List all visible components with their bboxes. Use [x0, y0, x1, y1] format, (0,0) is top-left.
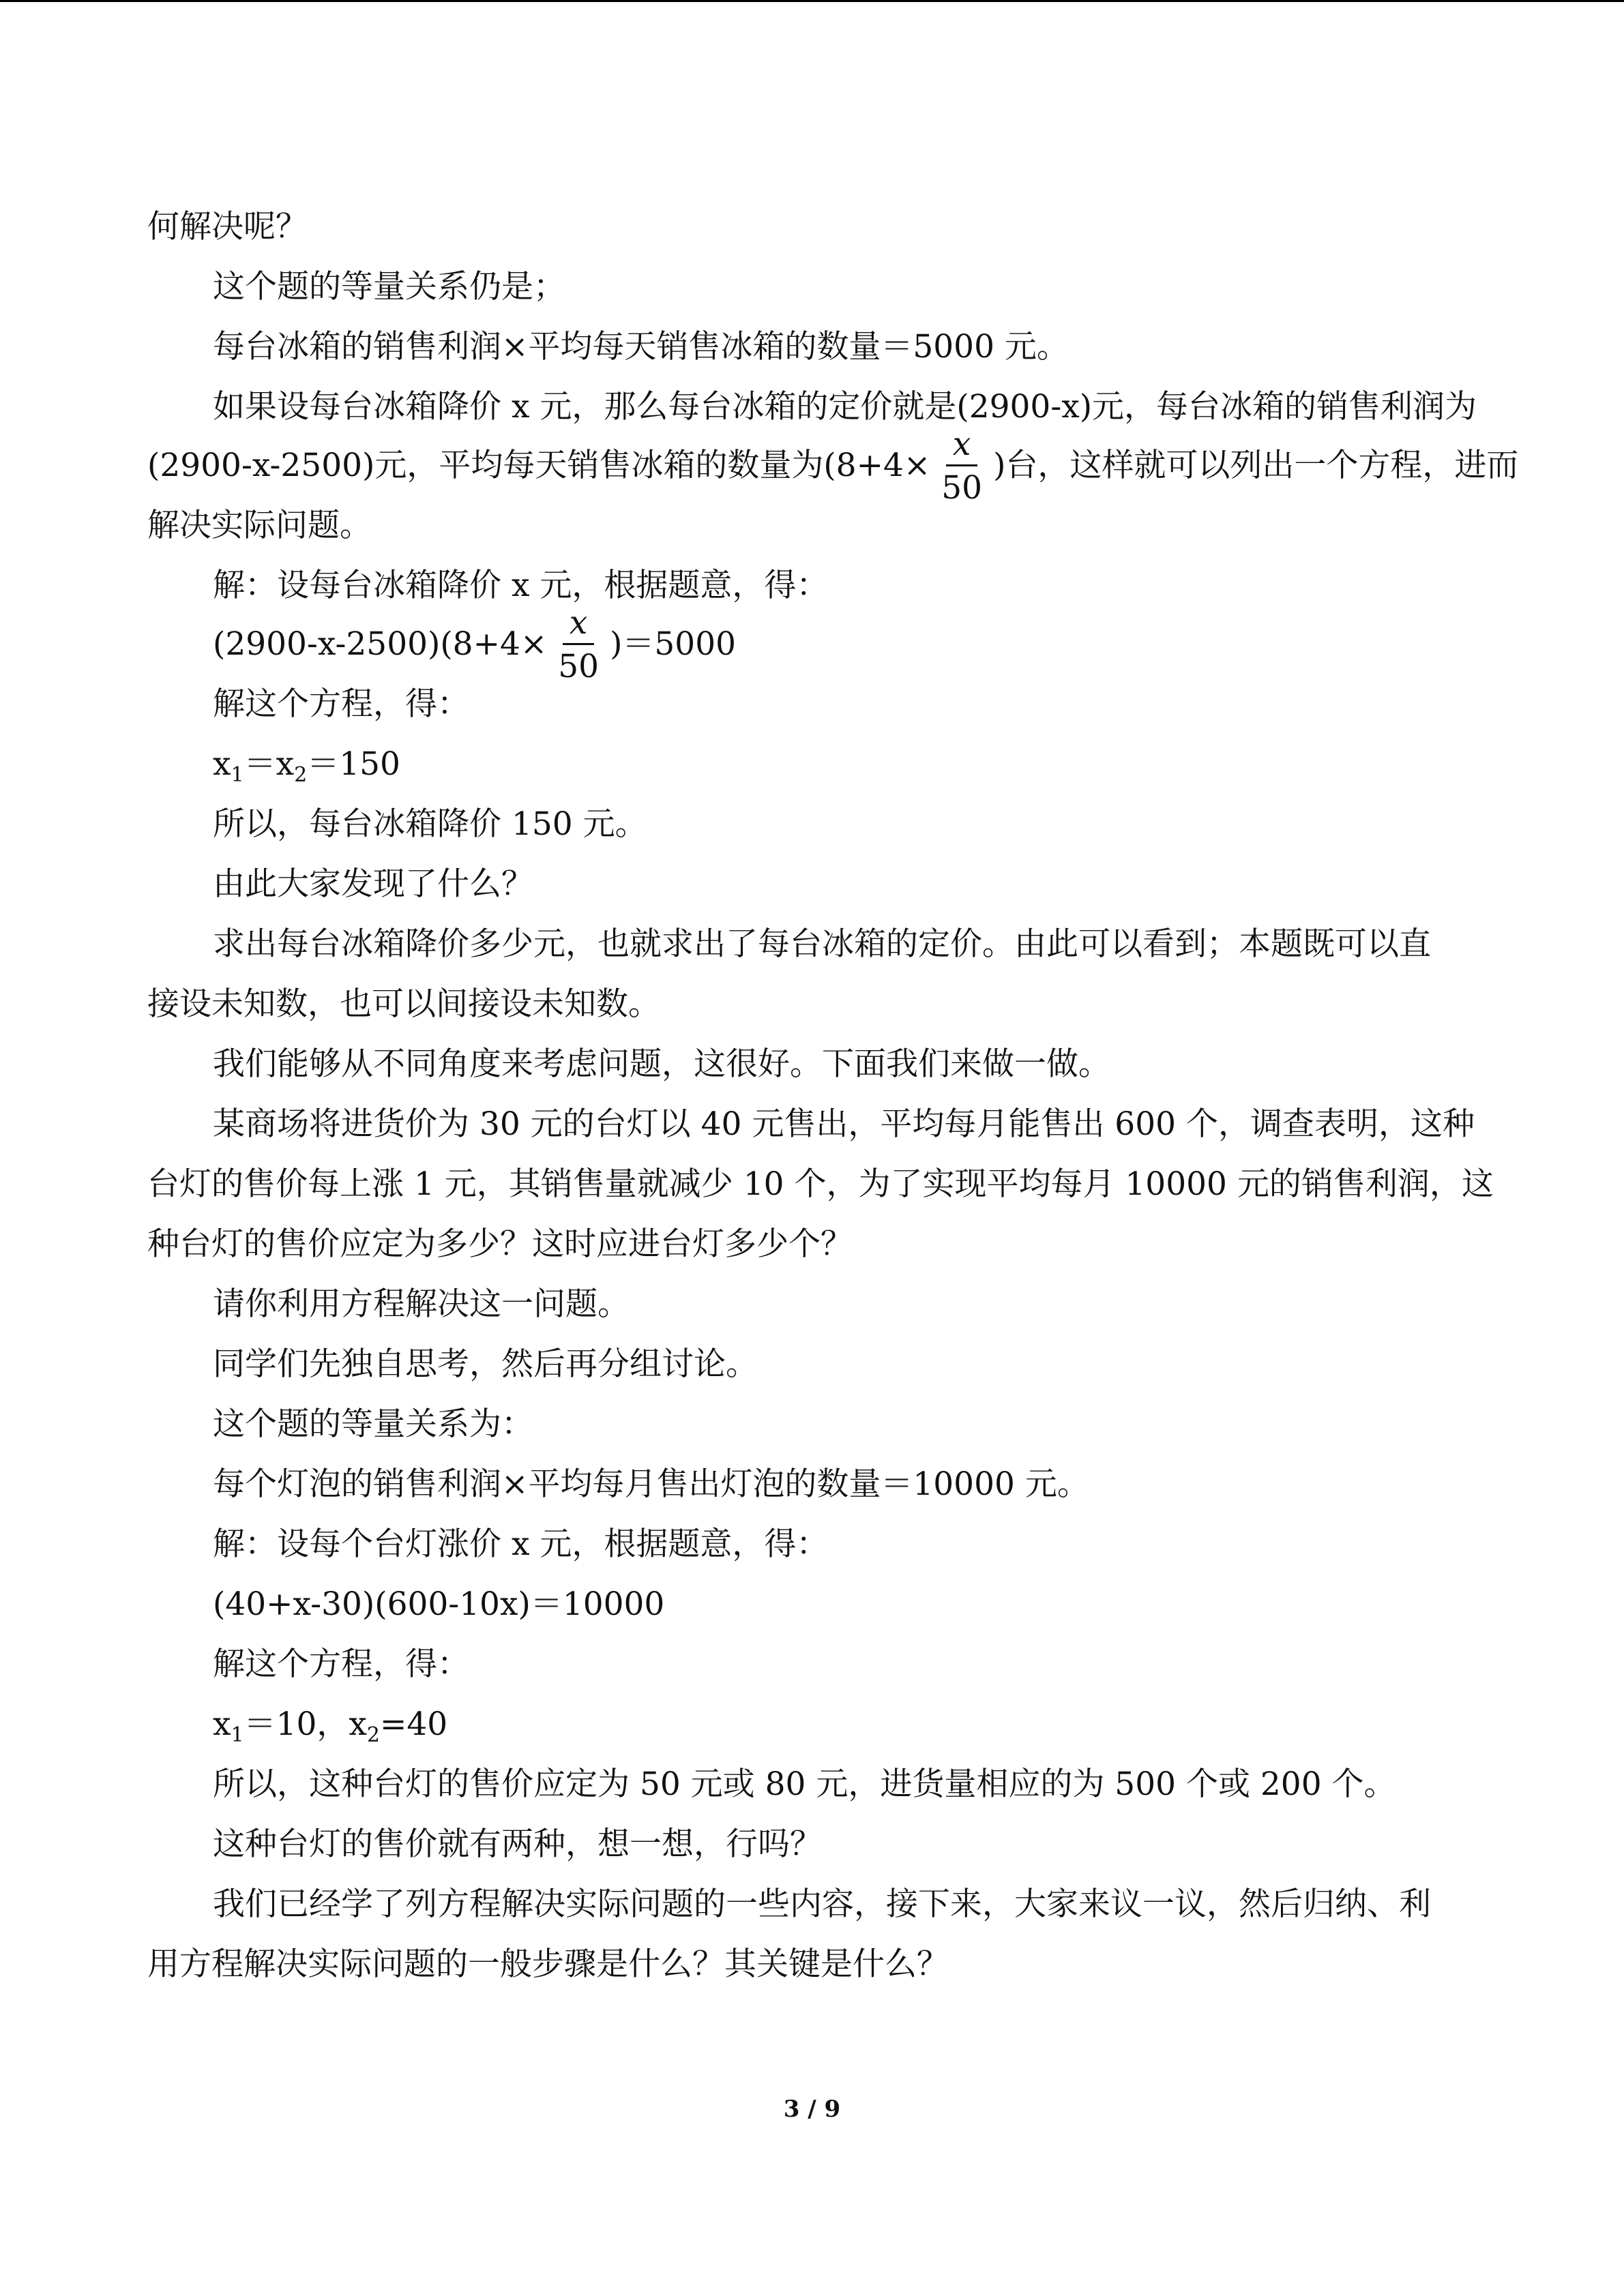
text-line: 我们已经学了列方程解决实际问题的一些内容，接下来，大家来议一议，然后归纳、利: [213, 1885, 1431, 1923]
text-segment: (2900-x-2500)(8+4×: [213, 625, 548, 663]
text-line: 这个题的等量关系为：: [213, 1405, 533, 1443]
equation-line: [147, 603, 1477, 685]
text-line: 用方程解决实际问题的一般步骤是什么？其关键是什么？: [147, 1945, 949, 1983]
text-line: 我们能够从不同角度来考虑问题，这很好。下面我们来做一做。: [213, 1045, 1110, 1083]
text-line: 解这个方程，得：: [213, 685, 469, 723]
text-line: 如果设每台冰箱降价 x 元，那么每台冰箱的定价就是(2900-x)元，每台冰箱的销售利润为: [213, 388, 1477, 426]
equation-line: (40+x-30)(600-10x)＝10000: [213, 1585, 665, 1623]
text-segment: ＝10，x: [243, 1705, 367, 1743]
text-line: 解：设每个台灯涨价 x 元，根据题意，得：: [213, 1525, 829, 1563]
text-line: 这个题的等量关系仍是；: [213, 268, 565, 305]
text-line: 解：设每台冰箱降价 x 元，根据题意，得：: [213, 567, 829, 604]
text-line: 解这个方程，得：: [213, 1645, 469, 1683]
text-segment: (2900-x-2500)元，平均每天销售冰箱的数量为(8+4×: [147, 447, 931, 484]
text-line: 所以，每台冰箱降价 150 元。: [213, 805, 647, 843]
subscript: 1: [231, 763, 244, 787]
text-segment: ＝150: [307, 745, 400, 783]
text-line: 每台冰箱的销售利润×平均每天销售冰箱的数量＝5000 元。: [213, 328, 1069, 366]
text-segment: x: [213, 745, 231, 783]
page-number: 3 / 9: [783, 2096, 841, 2123]
text-line: 所以，这种台灯的售价应定为 50 元或 80 元，进货量相应的为 500 个或 200 个。: [213, 1765, 1396, 1803]
text-line: 由此大家发现了什么？: [213, 865, 533, 903]
text-line: 台灯的售价每上涨 1 元，其销售量就减少 10 个，为了实现平均每月 10000 元的销售利润，这: [147, 1165, 1494, 1203]
text-line: 同学们先独自思考，然后再分组讨论。: [213, 1345, 758, 1383]
text-line: 某商场将进货价为 30 元的台灯以 40 元售出，平均每月能售出 600 个，调查表明，这种: [213, 1105, 1475, 1143]
text-line: 求出每台冰箱降价多少元，也就求出了每台冰箱的定价。由此可以看到；本题既可以直: [213, 925, 1431, 963]
fraction: [551, 603, 606, 685]
text-line: 接设未知数，也可以间接设未知数。: [147, 985, 660, 1023]
text-segment: )台，这样就可以列出一个方程，进而: [993, 447, 1519, 484]
text-segment: =40: [380, 1705, 448, 1743]
fraction: [934, 425, 989, 507]
text-line: 解决实际问题。: [147, 507, 372, 544]
document-body: [147, 207, 1519, 2004]
text-line: 请你利用方程解决这一问题。: [213, 1285, 630, 1323]
fraction-numerator: x: [563, 607, 595, 645]
fraction-denominator: 50: [558, 647, 600, 685]
fraction-numerator: x: [946, 428, 978, 466]
text-line: 这种台灯的售价就有两种，想一想，行吗？: [213, 1825, 822, 1863]
text-segment: ＝x: [243, 745, 295, 783]
text-line: 种台灯的售价应定为多少？这时应进台灯多少个？: [147, 1225, 853, 1263]
subscript: 1: [231, 1723, 244, 1747]
equation-line: [147, 1704, 1477, 1745]
text-line: 何解决呢？: [147, 208, 308, 245]
subscript: 2: [366, 1723, 381, 1747]
text-segment: )＝5000: [610, 625, 737, 663]
subscript: 2: [294, 763, 308, 787]
text-segment: x: [213, 1705, 231, 1743]
fraction-denominator: 50: [941, 468, 983, 507]
text-line: 每个灯泡的销售利润×平均每月售出灯泡的数量＝10000 元。: [213, 1465, 1089, 1503]
equation-line: [147, 744, 1477, 785]
text-line-with-fraction: [147, 425, 1519, 507]
